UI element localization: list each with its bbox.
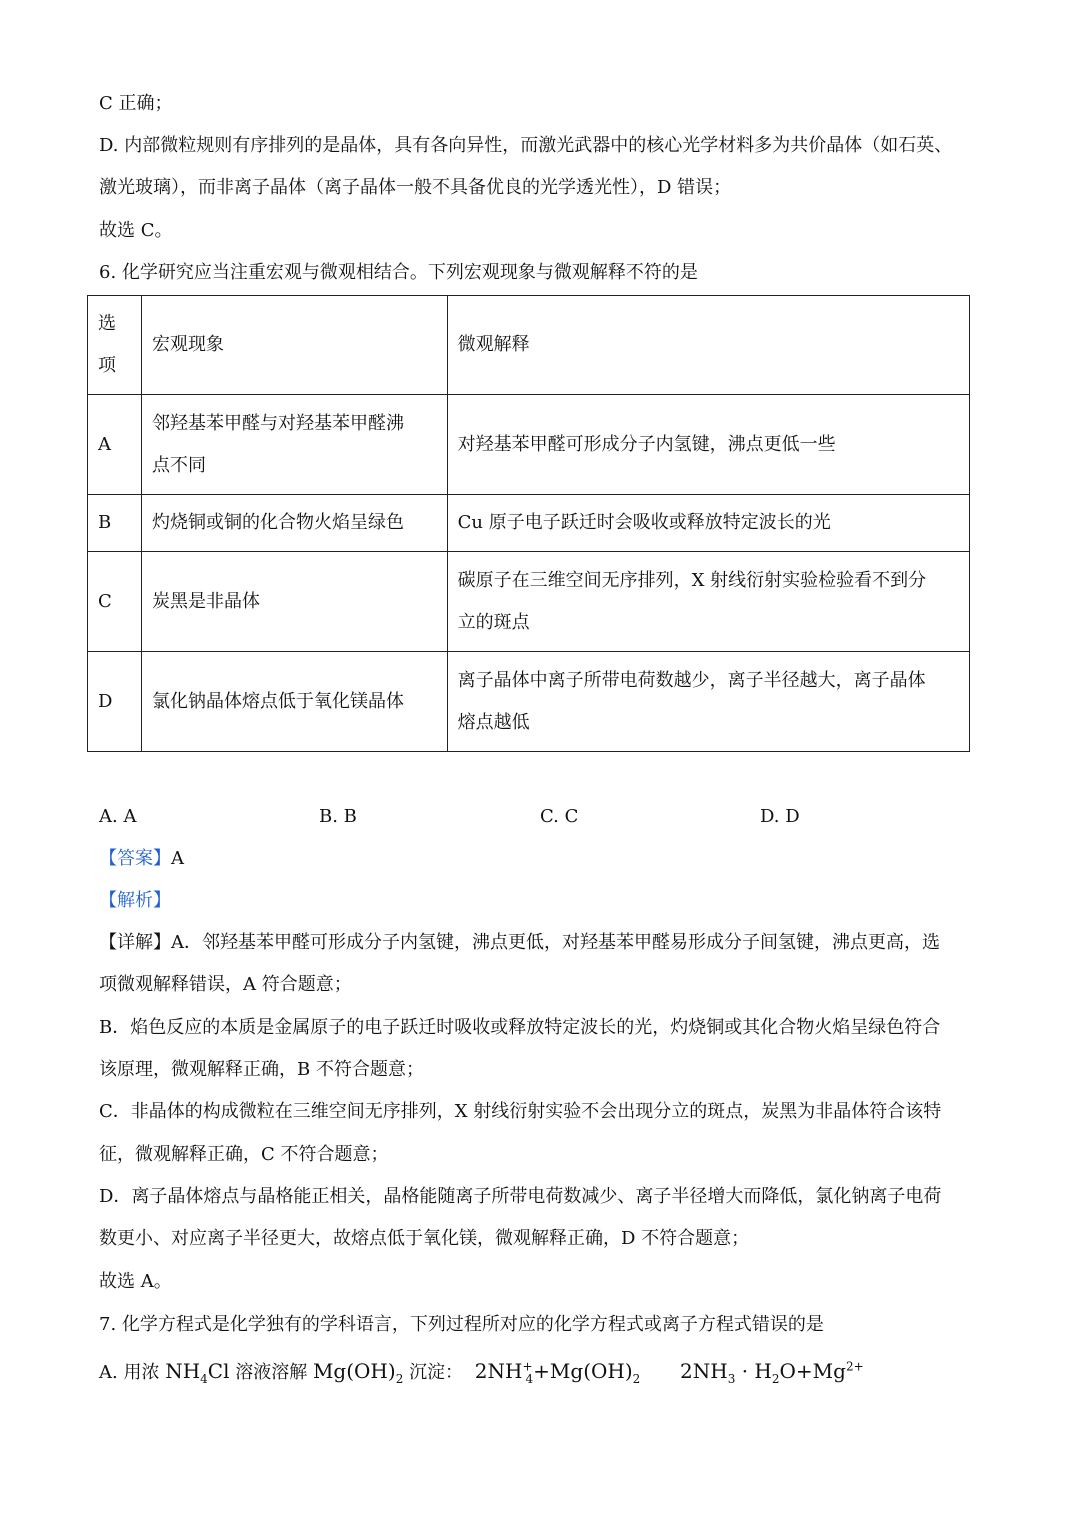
row-option: D [88,652,142,752]
question-7-option-a [99,1359,864,1386]
choice-c: C. C [540,806,579,827]
answer-label: 【答案】 [99,848,171,869]
row-micro: 离子晶体中离子所带电荷数越少，离子半径越大，离子晶体 熔点越低 [447,652,969,752]
table-row [88,552,970,652]
detail-line: D．离子晶体熔点与晶格能正相关，晶格能随离子所带电荷数减少、离子半径增大而降低，氯化钠离子电荷 [99,1186,942,1207]
text-line: C 正确； [99,93,173,114]
comparison-table [87,295,970,752]
option-a-prefix: A. 用浓 [99,1362,160,1383]
text-line: D. 内部微粒规则有序排列的是晶体，具有各向异性，而激光武器中的核心光学材料多为共价晶体（如石英、 [99,135,953,156]
reagent-formula: $NH_4Cl$ [165,1359,230,1386]
row-option: C [88,552,142,652]
equation-lhs: $2NH^+_4+Mg(OH)_2$ [474,1359,641,1386]
detail-line: C．非晶体的构成微粒在三维空间无序排列，X 射线衍射实验不会出现分立的斑点，炭黑为非晶体符合该特 [99,1101,942,1122]
row-option: B [88,495,142,552]
question-6-stem: 6. 化学研究应当注重宏观与微观相结合。下列宏观现象与微观解释不符的是 [99,262,698,283]
solute-formula: $Mg(OH)_2$ [312,1359,404,1386]
header-micro: 微观解释 [447,296,969,395]
detail-line: 项微观解释错误，A 符合题意； [99,974,352,995]
detail-line: 征，微观解释正确，C 不符合题意； [99,1144,389,1165]
detail-text: A．邻羟基苯甲醛可形成分子内氢键，沸点更低，对羟基苯甲醛易形成分子间氢键，沸点更高，选 [171,932,940,953]
row-macro: 炭黑是非晶体 [141,552,447,652]
equation-rhs: $2NH_3 \cdot H_2O+Mg^{2+}$ [680,1359,864,1386]
table-row [88,395,970,495]
row-micro: 对羟基苯甲醛可形成分子内氢键，沸点更低一些 [447,395,969,495]
row-option: A [88,395,142,495]
header-macro: 宏观现象 [141,296,447,395]
row-macro: 灼烧铜或铜的化合物火焰呈绿色 [141,495,447,552]
header-option: 选 项 [88,296,142,395]
text-line: 故选 C。 [99,220,173,241]
row-macro: 邻羟基苯甲醛与对羟基苯甲醛沸 点不同 [141,395,447,495]
analysis-label: 【解析】 [99,890,171,911]
table-header-row [88,296,970,395]
detail-line: 该原理，微观解释正确，B 不符合题意； [99,1059,424,1080]
answer-value: A [171,848,184,869]
choice-d: D. D [760,806,800,827]
option-a-suffix: 沉淀： [409,1362,464,1383]
detail-line: 故选 A。 [99,1271,172,1292]
detail-line: 数更小、对应离子半径更大，故熔点低于氧化镁，微观解释正确，D 不符合题意； [99,1228,750,1249]
row-micro: Cu 原子电子跃迁时会吸收或释放特定波长的光 [447,495,969,552]
detail-line [99,934,940,952]
table-row [88,495,970,552]
row-micro: 碳原子在三维空间无序排列，X 射线衍射实验检验看不到分 立的斑点 [447,552,969,652]
detail-label: 【详解】 [99,932,171,953]
question-7-stem: 7. 化学方程式是化学独有的学科语言，下列过程所对应的化学方程式或离子方程式错误的是 [99,1314,824,1335]
table-row [88,652,970,752]
choice-a: A. A [99,806,137,827]
option-a-middle: 溶液溶解 [235,1362,308,1383]
text-line: 激光玻璃），而非离子晶体（离子晶体一般不具备优良的光学透光性），D 错误； [99,177,732,198]
choice-b: B. B [319,806,357,827]
answer-line [99,850,184,868]
detail-line: B．焰色反应的本质是金属原子的电子跃迁时吸收或释放特定波长的光，灼烧铜或其化合物火焰呈绿色符合 [99,1017,941,1038]
row-macro: 氯化钠晶体熔点低于氧化镁晶体 [141,652,447,752]
